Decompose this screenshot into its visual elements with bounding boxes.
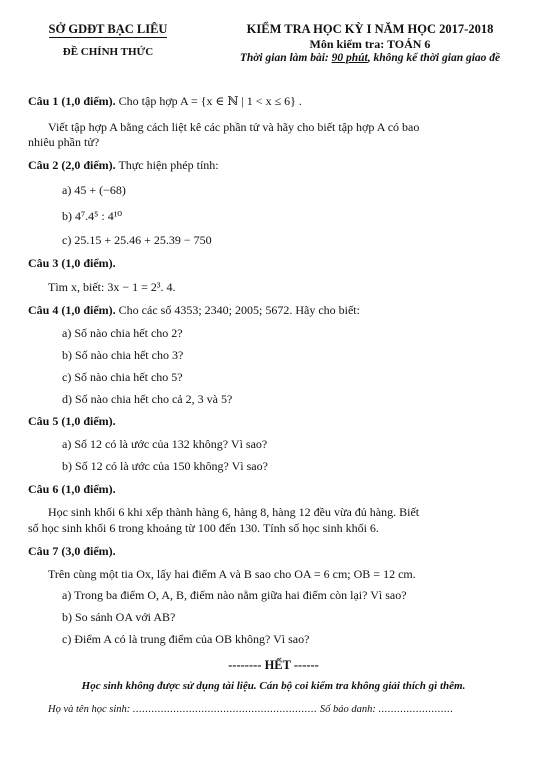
student-id-label: Số báo danh: <box>319 704 376 715</box>
question-7-title: Câu 7 (3,0 điểm). <box>28 544 116 558</box>
question-1 <box>28 94 302 108</box>
question-2-item-c: c) 25.15 + 25.46 + 25.39 − 750 <box>62 233 212 247</box>
question-1-text: Cho tập hợp A = {x ∈ ℕ | 1 < x ≤ 6} . <box>118 94 302 108</box>
question-7-item-a: a) Trong ba điểm O, A, B, điểm nào nằm giữa hai điểm còn lại? Vì sao? <box>62 588 407 602</box>
question-2-item-b: b) 4⁷.4⁵ : 4¹⁰ <box>62 209 123 223</box>
question-6-text-1: Học sinh khối 6 khi xếp thành hàng 6, hàng 8, hàng 12 đều vừa đủ hàng. Biết <box>48 505 420 519</box>
exam-end-marker: -------- HẾT ------ <box>228 658 319 672</box>
exam-note: Học sinh không được sử dụng tài liệu. Cán bộ coi kiểm tra không giải thích gì thêm. <box>81 680 466 692</box>
question-4-item-b: b) Số nào chia hết cho 3? <box>62 348 184 362</box>
question-3-title: Câu 3 (1,0 điểm). <box>28 256 116 270</box>
time-duration: 90 phút <box>331 52 368 64</box>
exam-subject: Môn kiểm tra: TOÁN 6 <box>309 37 431 51</box>
question-1-instruction: Viết tập hợp A bằng cách liệt kê các phần tử và hãy cho biết tập hợp A có bao <box>48 120 420 134</box>
question-2-title: Câu 2 (2,0 điểm). <box>28 158 116 172</box>
question-5-item-a: a) Số 12 có là ước của 132 không? Vì sao? <box>62 437 268 451</box>
question-5-item-b: b) Số 12 có là ước của 150 không? Vì sao? <box>62 459 268 473</box>
question-1-title: Câu 1 (1,0 điểm). <box>28 94 116 108</box>
question-7-text: Trên cùng một tia Ox, lấy hai điểm A và B sao cho OA = 6 cm; OB = 12 cm. <box>48 567 416 581</box>
question-4-item-c: c) Số nào chia hết cho 5? <box>62 370 183 384</box>
exam-status: ĐỀ CHÍNH THỨC <box>62 46 154 58</box>
student-name-label: Họ và tên học sinh: <box>48 704 131 715</box>
department-name: SỞ GDĐT BẠC LIÊU <box>48 22 168 36</box>
exam-time <box>200 52 540 64</box>
student-id-field: ........................ <box>378 704 454 715</box>
question-2-intro: Thực hiện phép tính: <box>118 158 219 172</box>
question-7-item-b: b) So sánh OA với AB? <box>62 610 176 624</box>
question-4-item-d: d) Số nào chia hết cho cả 2, 3 và 5? <box>62 392 233 406</box>
question-6-title: Câu 6 (1,0 điểm). <box>28 482 116 496</box>
question-4-item-a: a) Số nào chia hết cho 2? <box>62 326 183 340</box>
question-2-item-a: a) 45 + (−68) <box>62 183 126 197</box>
time-suffix: , không kể thời gian giao đề <box>367 52 501 64</box>
question-2 <box>28 158 219 172</box>
question-3-item: Tìm x, biết: 3x − 1 = 2³. 4. <box>48 280 176 294</box>
student-info-line <box>48 704 508 715</box>
time-prefix: Thời gian làm bài: <box>239 52 332 64</box>
question-5-title: Câu 5 (1,0 điểm). <box>28 414 116 428</box>
student-name-field: ........................................................... <box>132 704 318 715</box>
question-4-intro: Cho các số 4353; 2340; 2005; 5672. Hãy cho biết: <box>118 303 360 317</box>
question-4-title: Câu 4 (1,0 điểm). <box>28 303 116 317</box>
exam-title: KIỂM TRA HỌC KỲ I NĂM HỌC 2017-2018 <box>246 22 494 36</box>
exam-header <box>0 22 547 74</box>
question-4 <box>28 303 360 317</box>
question-1-instruction-cont: nhiêu phần tử? <box>28 135 100 149</box>
question-6-text-2: số học sinh khối 6 trong khoảng từ 100 đến 130. Tính số học sinh khối 6. <box>28 521 379 535</box>
question-7-item-c: c) Điểm A có là trung điểm của OB không? Vì sao? <box>62 632 310 646</box>
